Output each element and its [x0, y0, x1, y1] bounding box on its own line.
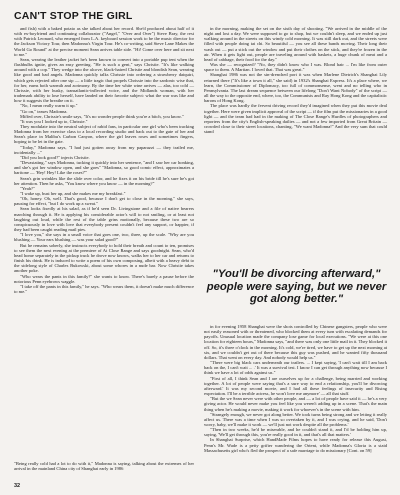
paragraph: "Then in two weeks, he'd be miserable, and he couldn't stand it, and I'd be holding him up, saying, 'We'll get through this, you're really good in it, and that's all that matters.'	[204, 427, 387, 438]
paragraph: and fish) with a baked potato as she talked about her record. She'd produced about half of it with ex-boyfriend and continuing collaborator ("Angel," "Over and Over") Steve Bray, the rest with Patrick Leonard, who emerged from L.A. keyboard session work to be the music director for the Jackson Victory Tour, then Madonna's Virgin Tour. He's co-writing, said Steve Lane Makes the World Go Round" at the precise moment Sean arrives table side. "Hi! Come over here and sit next to me."	[14, 26, 194, 57]
paragraph: "I take off the pants in this family," he says. "Who wears them, it doesn't make much difference to me."	[14, 283, 194, 294]
paragraph: "I wake up, bust her up, and she makes me my breakfast."	[20, 191, 126, 196]
pull-quote	[204, 268, 389, 306]
paragraph: Was she — recognized? "No, they didn't know who I was. Blond hair ... I'm like from outer space to them. A Martian. I loved that. That was great."	[204, 62, 387, 73]
paragraph: The place was hardly the fervent driving record they'd imagined when they put this movie deal together. Here were given implicit approval of the script — if the film put the missionaries in a good light — and the team had had in the making of The Close Range's Hurdles of photographers and reporters from the city's English-speaking dailies — and not a few imported from Great Britain — crowded close to their street locations, chanting, "We want Madonna!" And the very sum that could stand	[204, 103, 387, 135]
left-column	[14, 26, 194, 294]
paragraph: Shanghai 1986 was not the sin-drenched port it was when Marlene Dietrich's Shanghai Lily returned there ("It's like a town it all," she said) in 1932's Shanghai Express. It's a place where, we learn, the Commissioner of Diplomacy, too full of commonsense, went and no telling who in Pennsylvania. The last dream sequence between our lifelong "Don't Want Nobody" of the script — all the way to the opposite end, where, too, the Communists and Ray Hong Kong and the capitalistic barons of Hong Kong.	[204, 72, 387, 104]
paragraph: But he remains soberly, she instructs everybody to hold their breath and count to ten, promises to see them the next evening at the premiere of At Close Range and says goodnight. Sean, who'd head home separately in the pickup truck he drove now knows, walks her to her car and returns to finish his drink. He is induced to write a poem of his own composing, albeit with a heavy debt to the sidelong style of Charles Bukowski, about some whores in a nude bar. Now Christie takes another poke.	[14, 242, 194, 274]
paragraph: "Go on," teases Madonna.	[20, 108, 68, 114]
paragraph: in the morning, making the set on the sixth day of shooting. "We arrived in the middle of the night and lost a day. We were supposed to go to shop, but we couldn't sleep, and we ended up just walking around in the streets on this windy cold morning. It was still dark out, and the streets were filled with people doing tai chi. So beautiful — you see all these bands moving. Their long their wash out — put a stick out the window and put their clothes on the stick, and they're frozen in the air. When it gets light out, people are traveling around with baskets, a huge chunk of meat and a head of cabbage, their food for the day."	[204, 26, 387, 62]
right-column-continued	[204, 324, 387, 453]
paragraph: In Shanghai Surprise, which HandMade Films hopes to have ready for release this August, Penn's Mr. Wade is a petty grifter wandering the Orient, while Madonna's Gloria is a staid Massachusetts girl who's fled the prospect of a safe marriage to do missionary [Cont. on 59]	[204, 437, 387, 453]
paragraph: They modulate into the neutral subject of rabid fans, in particular one girl who's been tracking Madonna from her exercise class to a local recording studio and back out to the gate of her and Sean's place in Malibu's Carbon Canyon, where the girl leaves roses and sometimes fingers, hoping to be let in the gate.	[14, 123, 194, 145]
paragraph: "Devastating," says Madonna, tucking it quickly into her sentence, "and I saw her car honking, and she's got her window open, and she goes" "Madonna, so good comic effect, approximates a baritone — 'Hey! Hey! Like the roses?'"	[14, 160, 194, 176]
paragraph: "I love you," she says in a small voice that goes one, two, three, up the scale. "Why are you blushing — Your ears blushing — was your salad good?"	[14, 232, 194, 243]
paragraph: Sean looks fixedly at his salad, as if he'd seen Dr. Livingstone and a file of native bearers marching through it. He is applying his considerable actor's will to not smiling, or at least not laughing out loud, while the rest of the table grins motionally, because these two are so conspicuously in love with love that everybody present couldn't feel any support, or happier, if they had been caught reading mail pies.	[14, 206, 194, 233]
paragraph: "Did you look good?" injects Christie.	[20, 154, 90, 160]
paragraph: "Today," Madonna says, "I had just gotten away from my paparazzi — they trailed me, incidentally ..."	[14, 144, 194, 155]
footnote-lead: "Being really cold had a lot to do with it," Madonna is saying, talking about the extremes of her arrival in the mainland China city of Shanghai early in 1986	[14, 461, 194, 472]
paragraph: "It was you I looked up to, Chrissie."	[20, 118, 88, 124]
paragraph: "Yeah?"	[20, 185, 35, 191]
paragraph: "But the we Sean never were with other people, and — a lot of people have said it — he's a very giving actor. He would never make you feel like you weren't adding up in a scene. That's the main thing when he's making a movie, making it work for whoever's in the scene with him.	[204, 396, 387, 412]
paragraph: Sean's grin wrinkles like the slide over color, and he fixes it on his bride till he's sure he's got her attention. Then he asks, "You know where you know — in the morning?"	[14, 175, 194, 186]
paragraph: "Oh, honey. Oh, well. That's good, because I don't get to close in the morning," she says, pausing for effect, "but I do work up a sweat."	[14, 196, 194, 207]
pull-quote-line: people were saying, but we never	[206, 280, 387, 293]
paragraph: Miffed over, Chrissie's smile says, "It's no wonder people think you're a bitch, you know."	[20, 113, 184, 119]
right-column	[204, 26, 387, 134]
paragraph: in for evening 1958 Shanghai were the shots controlled by Chinese gangsters, people who were not easily reasoned with or threatened, who blocked them at every turn with escalating demands for payoffs. Unusual location made the company lose game for local executions. "We were at this one location for eighteen hours," Madonna says, "and there was only one little mail in it. They blocked it off. So, it's three o'clock in the morning. It's cold, we're tired, we have to get up the next morning at six, and we couldn't get out of there because this guy was pushed, and he wanted fifty thousand dollars. That went on every day. And nobody would help us."	[204, 324, 387, 360]
paragraph: "Who wears the pants in this family?" she wants to know. There's barely a pause before the notorious Penn eyebrows waggle.	[14, 273, 194, 284]
page-number: 32	[14, 483, 21, 489]
pull-quote-line: "You'll be divorcing afterward,"	[212, 268, 381, 280]
pull-quote-line: got along better."	[249, 293, 344, 306]
paragraph: "No, I mean really warm it up."	[20, 103, 78, 109]
paragraph: Sean, wearing the leather jacket he's been known to convert into a portable pup tent when the flashbulbs ignite, gives an easy greeting. "He is such a gent," says Christie. "It's like walking around with a cop." They wedge into the alcove, black-haired Christie and blondish Sean, wearing like good and bad angels. Madonna quickly talks Chrissie into ordering a strawberry daiquiri, which gets rejected after one sip — a little tragic that propels Chrissie into the sardonic wise that, for her, earns both warmth and acrimony. By the time her white wine arrives — alas, too cold — Chrissie, with her husky, transatlantic-inflected voice, and the Midlands woman, with her trademark ability to lose herself, have landed on their favorite subject: what the war was like and how it suggests the breathe on it.	[14, 56, 194, 104]
running-title: CAN'T STOP THE GIRL	[14, 10, 133, 22]
paragraph: "First of all, I think Sean and I are ourselves up for a challenge, being married and working together. A lot of people were saying that's a sure way to end a relationship, you'll be divorcing afterward.' It was my second movie, and I had all these feelings of insecurity and Rising expectation. I'll be a terrible actress, he won't love me anymore' — all that stuff.	[204, 375, 387, 397]
paragraph: "Strangely enough, we never got along better. We took turns being strong and we letting it really affect us. There was a time when I was so overtaken by it, and I was crying, and he said, 'Don't worry, baby, we'll make it work — we'll just not work despite all the problems.'	[204, 411, 387, 427]
paragraph: "There were big black cars underneath our trailers. ... I kept saying, 'I can't wait till I am back back on the, I can't wait ... .' It was a survival test. I know I can get through anything now because I think we have a lot of odds against us."	[204, 360, 387, 376]
